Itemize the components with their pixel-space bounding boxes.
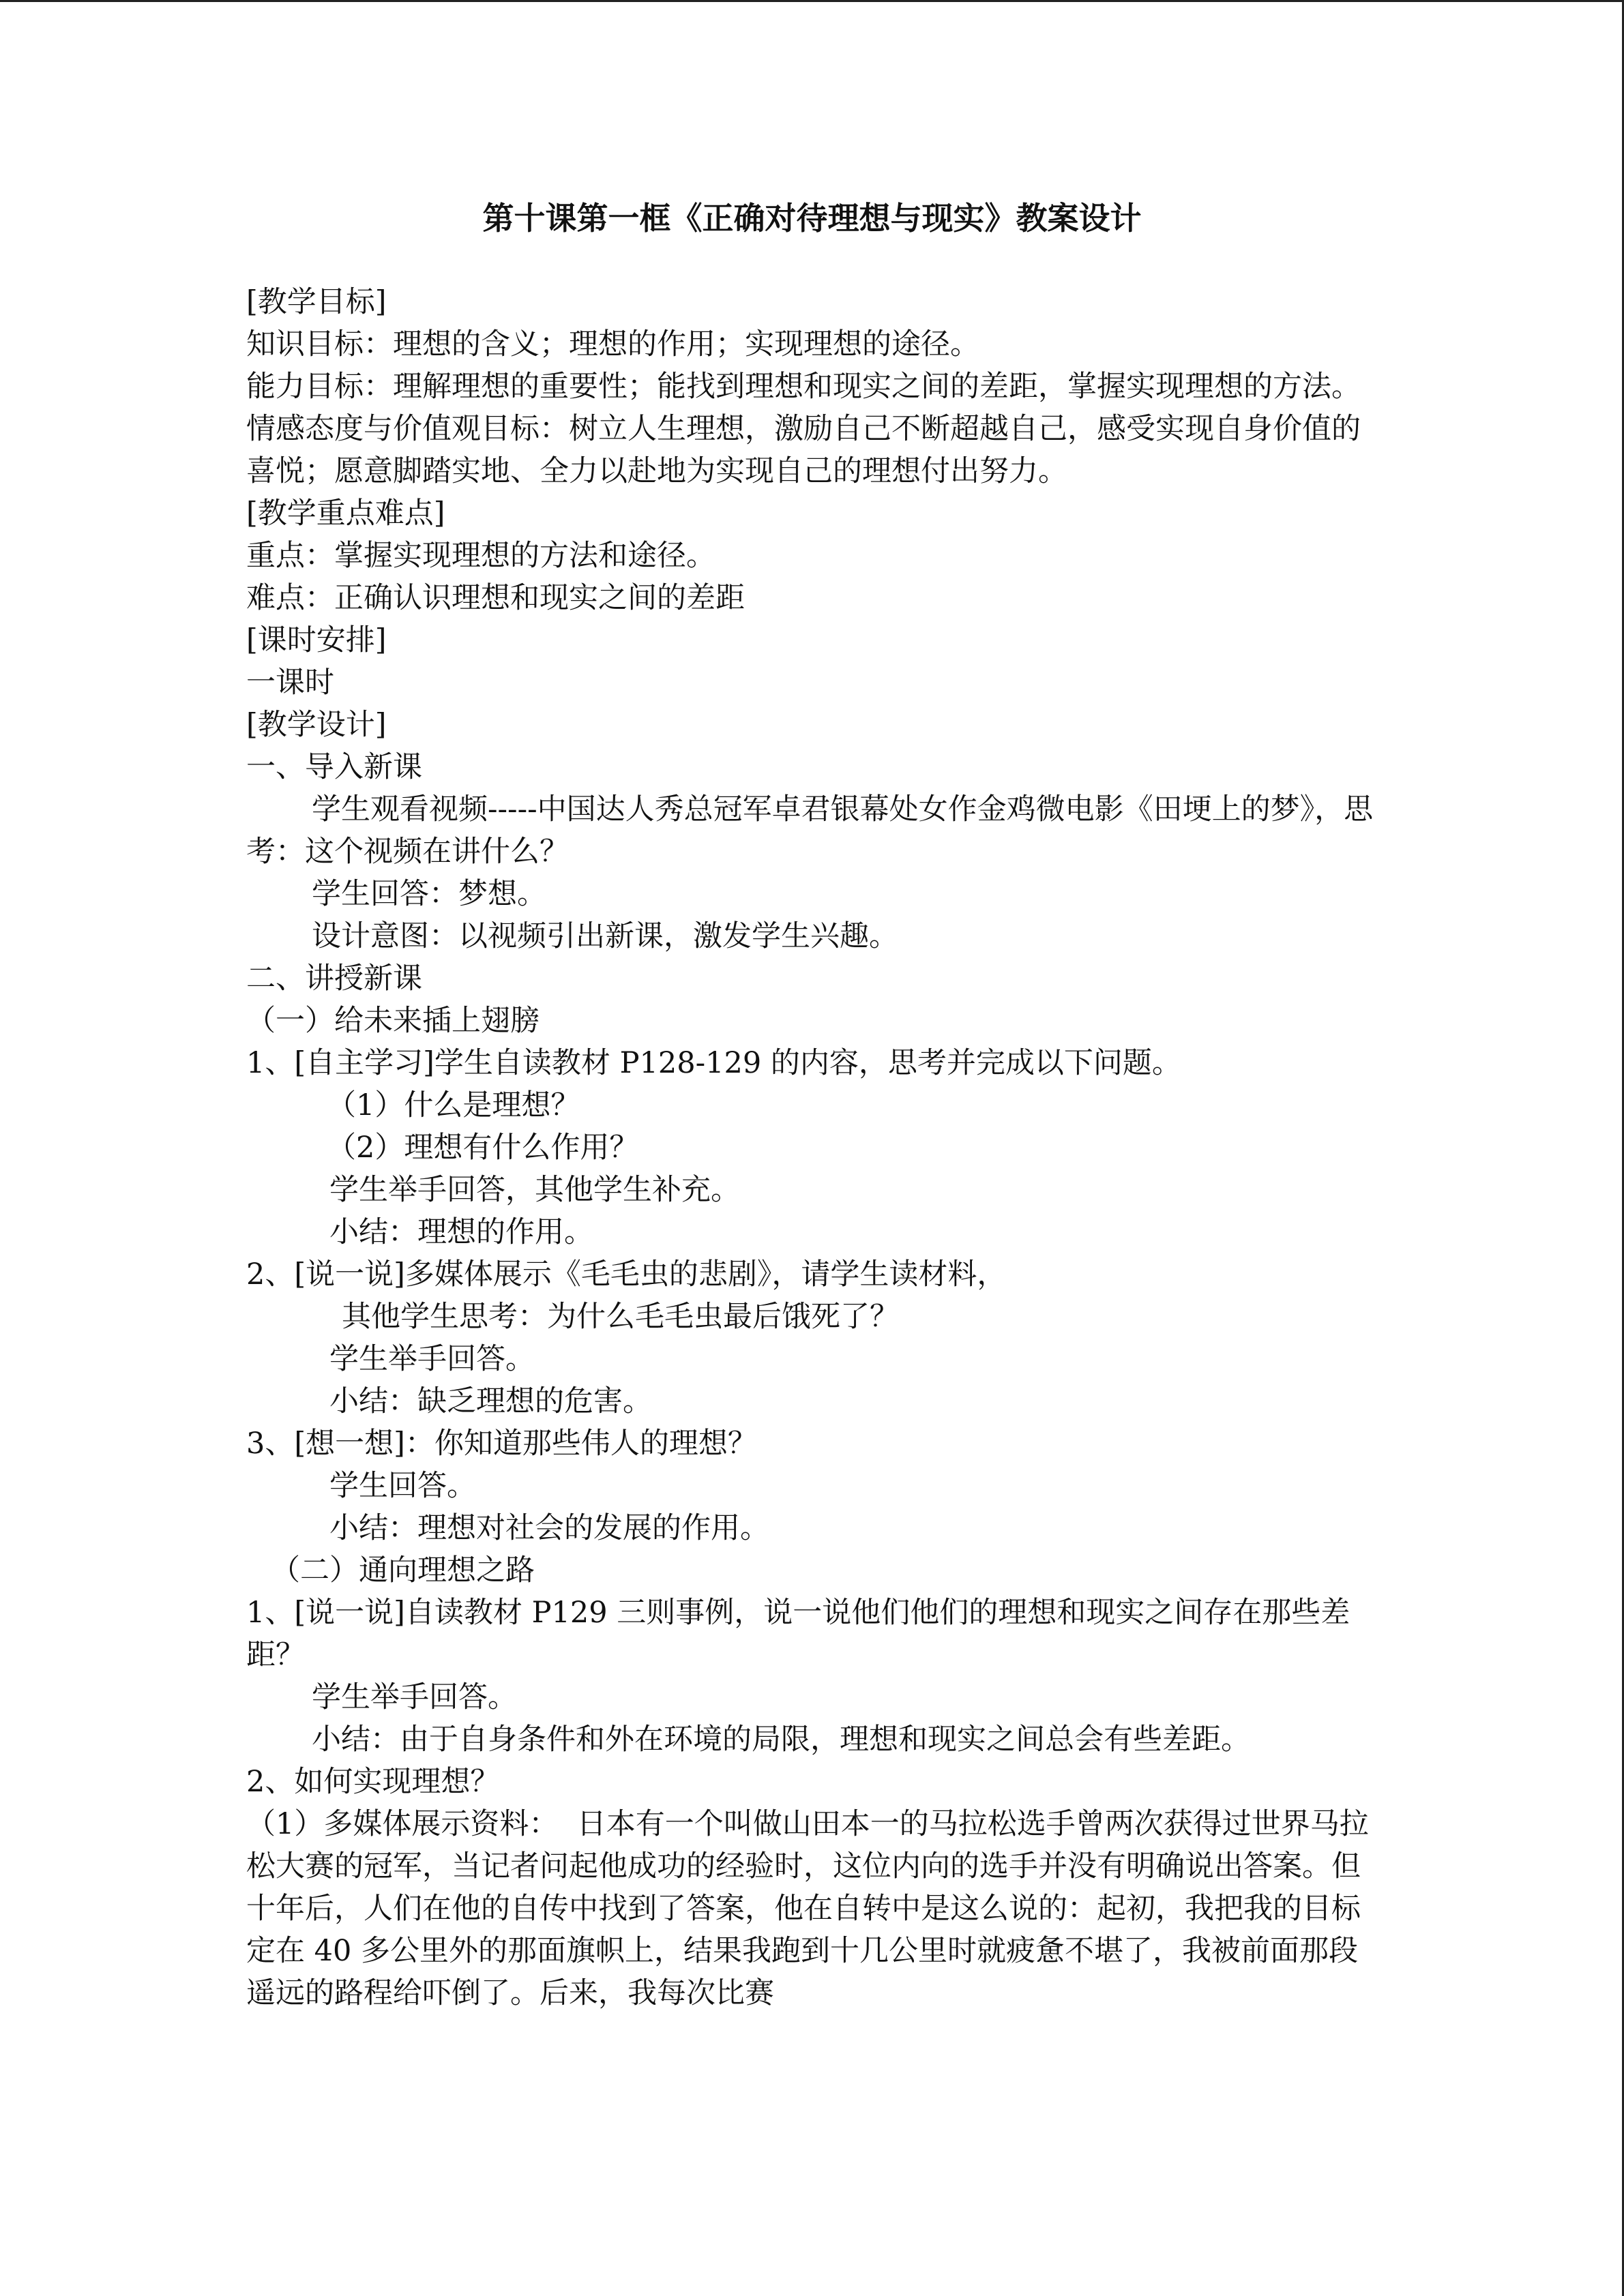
section-heading: 二、讲授新课 — [246, 961, 422, 996]
paragraph-line: 设计意图：以视频引出新课，激发学生兴趣。 — [312, 919, 898, 953]
section-heading: [课时安排] — [246, 623, 387, 657]
paragraph-line: 学生举手回答。 — [312, 1680, 517, 1714]
section-heading: [教学设计] — [246, 708, 387, 742]
section-heading: [教学重点难点] — [246, 496, 445, 531]
document-title: 第十课第一框《正确对待理想与现实》教案设计 — [482, 200, 1142, 237]
paragraph-line: 1、[说一说]自读教材 P129 三则事例，说一说他们他们的理想和现实之间存在那些差距？ — [246, 1596, 1350, 1672]
document-body — [246, 281, 1378, 2014]
paragraph-line: 情感态度与价值观目标：树立人生理想，激励自己不断超越自己，感受实现自身价值的喜悦；愿意脚踏实地、全力以赴地为实现自己的理想付出努力。 — [246, 412, 1361, 488]
paragraph-line: 学生举手回答，其他学生补充。 — [329, 1173, 740, 1207]
paragraph-line: 能力目标：理解理想的重要性；能找到理想和现实之间的差距，掌握实现理想的方法。 — [246, 370, 1361, 404]
paragraph-line: 2、[说一说]多媒体展示《毛毛虫的悲剧》，请学生读材料， — [246, 1257, 1007, 1292]
subsection-heading: （二）通向理想之路 — [271, 1553, 535, 1587]
paragraph-line: 学生观看视频-----中国达人秀总冠军卓君银幕处女作金鸡微电影《田埂上的梦》，思考：这个视频在讲什么？ — [246, 792, 1374, 869]
paragraph-line: 学生回答。 — [329, 1469, 476, 1503]
paragraph-line: 重点：掌握实现理想的方法和途径。 — [246, 539, 715, 573]
paragraph-line: 学生举手回答。 — [329, 1342, 535, 1376]
paragraph-line: 1、[自主学习]学生自读教材 P128-129 的内容，思考并完成以下问题。 — [246, 1046, 1181, 1080]
page-border-top — [0, 0, 1624, 2]
question-item: （1）什么是理想？ — [327, 1088, 580, 1122]
summary-line: 小结：理想对社会的发展的作用。 — [329, 1511, 769, 1545]
section-heading: 一、导入新课 — [246, 750, 422, 784]
section-heading: [教学目标] — [246, 285, 387, 319]
summary-line: 小结：由于自身条件和外在环境的局限，理想和现实之间总会有些差距。 — [312, 1723, 1250, 1757]
summary-line: 小结：缺乏理想的危害。 — [329, 1384, 652, 1418]
paragraph-line: 难点：正确认识理想和现实之间的差距 — [246, 581, 745, 615]
paragraph-line: 一课时 — [246, 666, 334, 700]
paragraph-line: 2、如何实现理想？ — [246, 1765, 500, 1799]
question-item: （2）理想有什么作用？ — [327, 1131, 639, 1165]
subsection-heading: （一）给未来插上翅膀 — [246, 1004, 540, 1038]
summary-line: 小结：理想的作用。 — [329, 1215, 593, 1249]
paragraph-line: 3、[想一想]：你知道那些伟人的理想？ — [246, 1427, 757, 1461]
paragraph-line: （1）多媒体展示资料： 日本有一个叫做山田本一的马拉松选手曾两次获得过世界马拉松大赛的冠军，当记者问起他成功的经验时，这位内向的选手并没有明确说出答案。但十年后，人们在他的自传中找到了答案，他在自转中是这么说的：起初，我把我的目标定在 40 多公里外的那面旗帜上，结果我跑到十几公里时就疲惫不堪了，我被前面那段遥远的路程给吓倒了。后来，我每次比赛 — [246, 1807, 1369, 2010]
paragraph-line: 其他学生思考：为什么毛毛虫最后饿死了？ — [342, 1300, 899, 1334]
paragraph-line: 知识目标：理想的含义；理想的作用；实现理想的途径。 — [246, 327, 979, 361]
paragraph-line: 学生回答：梦想。 — [312, 877, 546, 911]
